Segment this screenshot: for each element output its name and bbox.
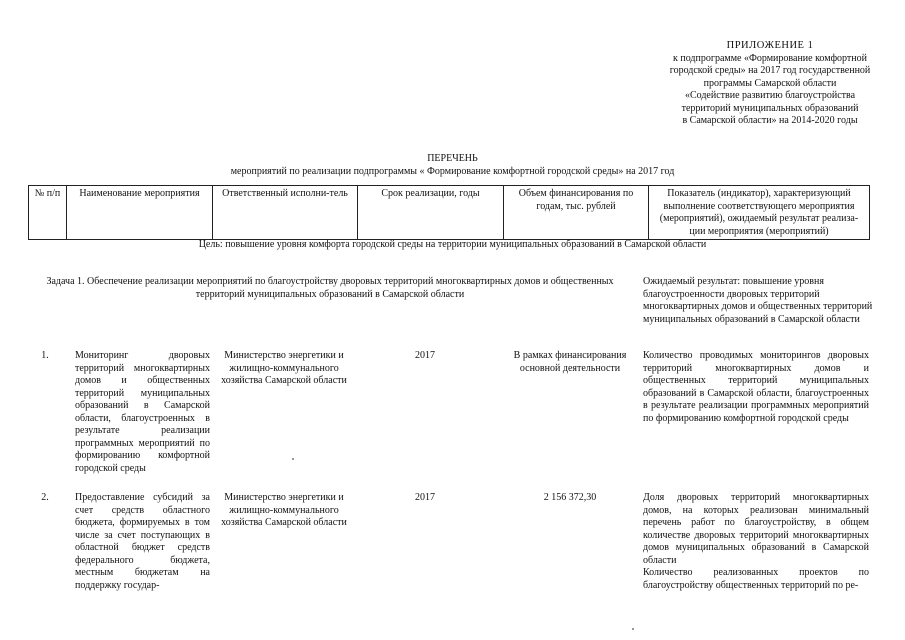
appendix-title: ПРИЛОЖЕНИЕ 1 [726, 40, 814, 51]
appendix-line: территорий муниципальных образований [681, 102, 859, 114]
row-2-year: 2017 [415, 492, 435, 503]
header-financing: Объем финансирования по годам, тыс. рублей [504, 186, 649, 240]
header-indicator: Показатель (индикатор), характеризующий выполнение соответствующего мероприятия (мероприятий), ожидаемый результат реализа-ции мероприятия (мероприятий) [649, 186, 870, 240]
appendix-line: городской среды» на 2017 год государственной [669, 65, 871, 76]
task-text: Задача 1. Обеспечение реализации мероприятий по благоустройству дворовых территорий многоквартирных домов и общественных территорий муниципальных образований в Самарской области [46, 276, 614, 300]
table-header-row [29, 186, 870, 240]
appendix-line: в Самарской области» на 2014-2020 годы [682, 115, 858, 126]
row-1-num: 1. [41, 350, 49, 361]
row-2-executor: Министерство энергетики и жилищно-коммунального хозяйства Самарской области [221, 492, 347, 528]
list-title-block [0, 153, 905, 178]
row-1-financing: В рамках финансирования основной деятельности [513, 350, 627, 374]
row-2-name: Предоставление субсидий за счет средств областного бюджета, формируемых в том числе за счет поступающих в областной бюджет средств федерального бюджета, местным бюджетам на поддержку государ- [75, 492, 210, 591]
task-expected-result: Ожидаемый результат: повышение уровня благоустроенности дворовых территорий многоквартирных домов и общественных территорий муниципальных образований в Самарской области [643, 276, 873, 325]
row-2-financing: 2 156 372,30 [543, 492, 597, 503]
row-1-year: 2017 [415, 350, 435, 361]
row-2-indicator-text-2: Количество реализованных проектов по благоустройству общественных территорий по ре- [643, 567, 869, 591]
appendix-line: «Содействие развитию благоустройства [684, 90, 856, 101]
header-name: Наименование мероприятия [67, 186, 213, 240]
list-subtitle: мероприятий по реализации подпрограммы « Формирование комфортной городской среды» на 2017 год [230, 165, 675, 177]
scan-speck [632, 628, 634, 630]
table-header [28, 185, 870, 240]
row-2-indicator [643, 492, 869, 592]
row-1-indicator: Количество проводимых мониторингов дворовых территорий многоквартирных домов и общественных территорий муниципальных образований в Самарской области, благоустроенных в результате реализации программных мероприятий по формированию комфортной городской среды [643, 350, 869, 424]
appendix-line: к подпрограмме «Формирование комфортной [672, 52, 867, 64]
row-1-executor: Министерство энергетики и жилищно-коммунального хозяйства Самарской области [221, 350, 347, 386]
row-1-name: Мониторинг дворовых территорий многоквартирных домов и общественных территорий муниципальных образований в Самарской области, благоустроенных в результате реализации программных мероприятий по формированию комфортной городской среды [75, 350, 210, 474]
row-2-num: 2. [41, 492, 49, 503]
header-executor: Ответственный исполни-тель [213, 186, 358, 240]
header-period: Срок реализации, годы [358, 186, 504, 240]
scan-speck [292, 458, 294, 460]
list-title: ПЕРЕЧЕНЬ [427, 153, 478, 164]
appendix-line: программы Самарской области [703, 77, 837, 89]
header-num: № п/п [29, 186, 67, 240]
appendix-block [640, 40, 900, 128]
row-2-indicator-text: Доля дворовых территорий многоквартирных домов, на которых реализован минимальный перечень работ по благоустройству, в общем количестве дворовых территорий многоквартирных домов муниципальных образований в Самарской области [643, 492, 869, 566]
goal-text: Цель: повышение уровня комфорта городской среды на территории муниципальных образований в Самарской области [198, 239, 707, 250]
